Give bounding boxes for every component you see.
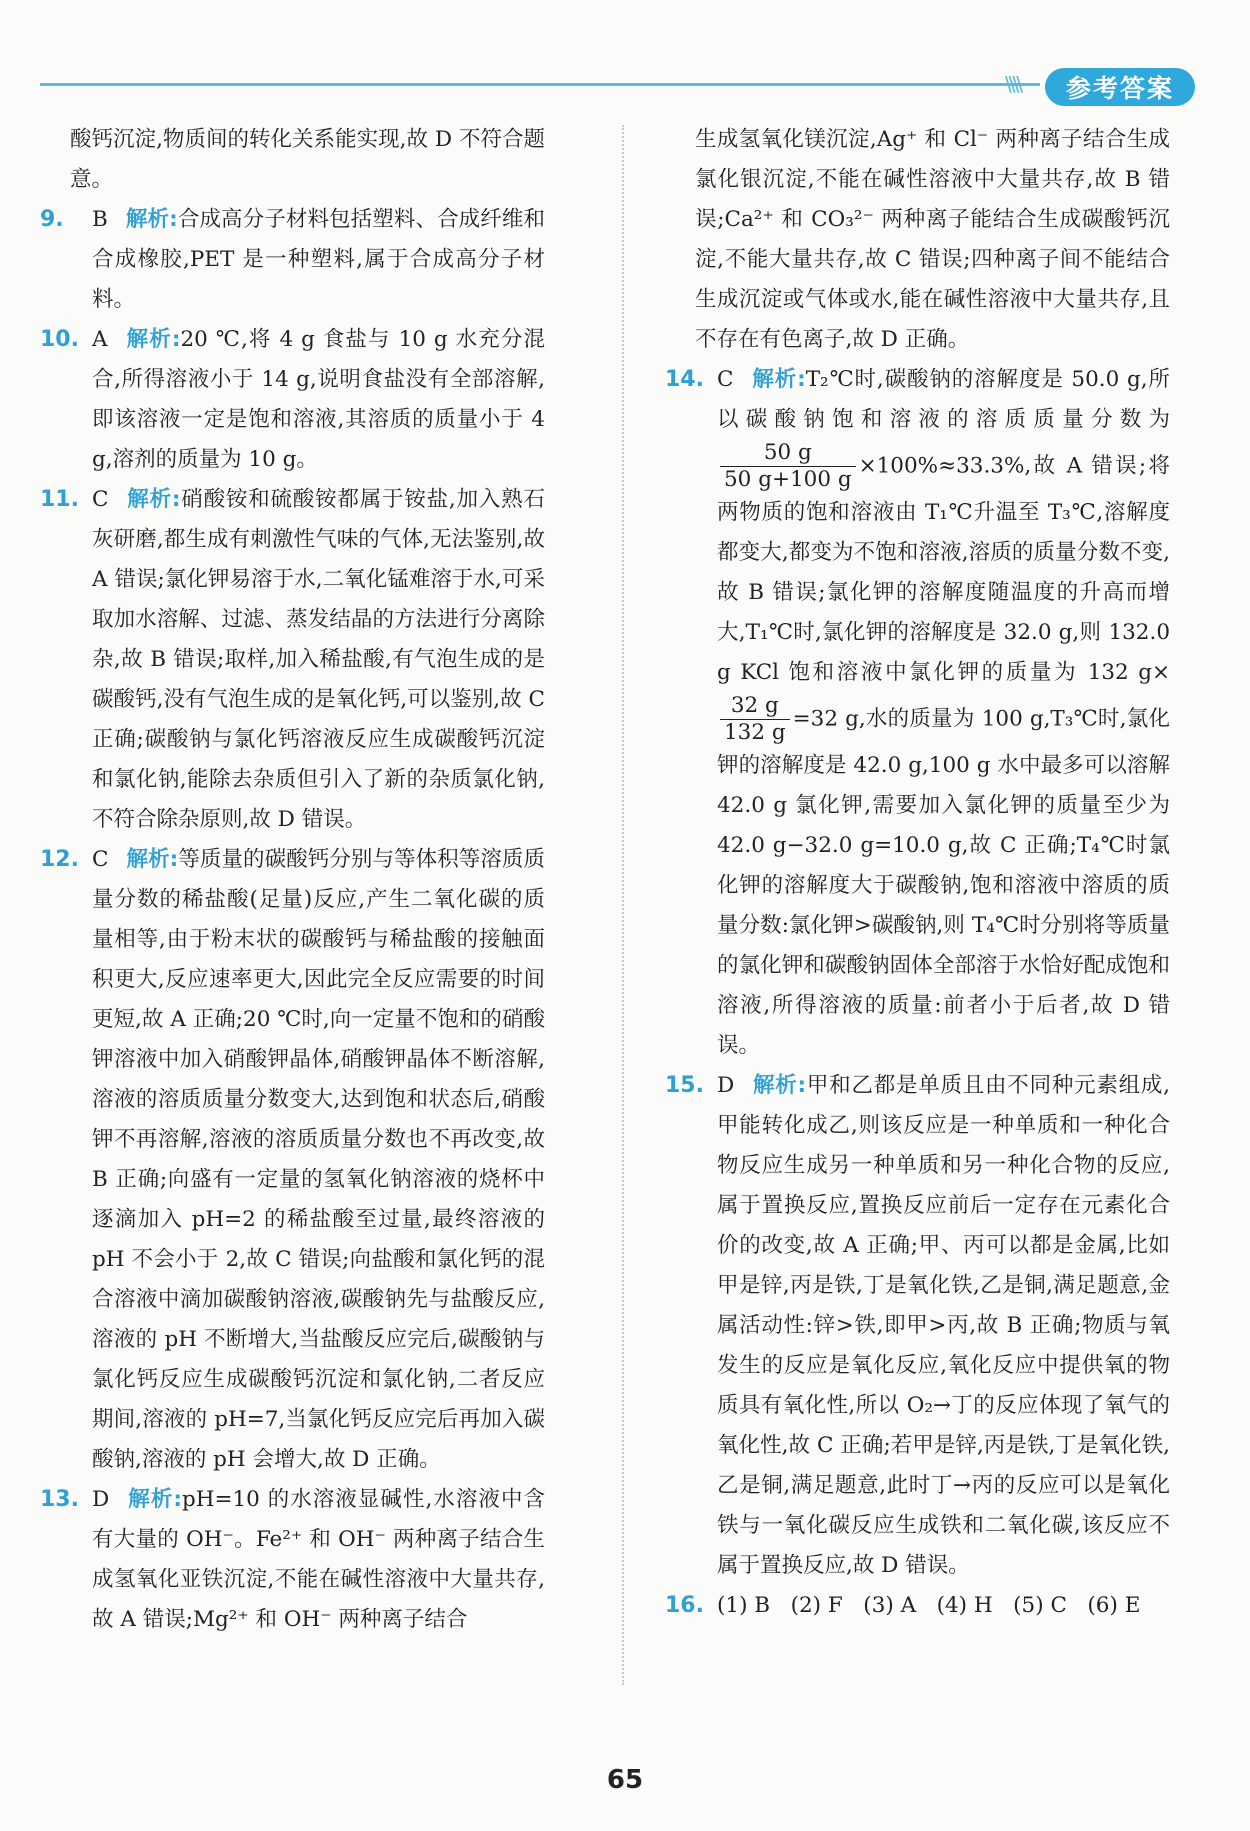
fraction-kcl — [720, 693, 790, 746]
question-number: 15. — [665, 1073, 704, 1098]
question-number: 13. — [40, 1487, 79, 1512]
question-number: 16. — [665, 1593, 704, 1618]
question-16 — [665, 1586, 1170, 1626]
answer-letter: C — [92, 847, 109, 872]
fraction-numerator: 32 g — [720, 693, 790, 720]
question-13 — [40, 1480, 545, 1640]
question-10 — [40, 320, 545, 480]
answer-list: (1) B (2) F (3) A (4) H (5) C (6) E — [717, 1593, 1141, 1618]
question-number: 10. — [40, 327, 79, 352]
header-rule — [40, 83, 1040, 86]
header-slash-decoration: \\\\ — [1005, 72, 1020, 96]
analysis-text: 硝酸铵和硫酸铵都属于铵盐,加入熟石灰研磨,都生成有刺激性气味的气体,无法鉴别,故 A 错误;氯化钾易溶于水,二氧化锰难溶于水,可采取加水溶解、过滤、蒸发结晶的方法进行分离除杂,故 B 错误;取样,加入稀盐酸,有气泡生成的是碳酸钙,没有气泡生成的是氧化钙,可以鉴别,故 C 正确;碳酸钠与氯化钙溶液反应生成碳酸钙沉淀和氯化钠,能除去杂质但引入了新的杂质氯化钠,不符合除杂原则,故 D 错误。 — [92, 487, 545, 832]
analysis-label: 解析: — [125, 207, 178, 232]
fraction-numerator: 50 g — [720, 440, 856, 467]
answer-letter: C — [717, 367, 734, 392]
fraction-denominator: 132 g — [724, 720, 786, 745]
analysis-label: 解析: — [125, 327, 181, 352]
fraction-mass-percent — [720, 440, 856, 493]
question-number: 14. — [665, 367, 704, 392]
page-number: 65 — [606, 1765, 644, 1795]
analysis-label: 解析: — [752, 1073, 807, 1098]
paragraph-continued: 生成氢氧化镁沉淀,Ag⁺ 和 Cl⁻ 两种离子结合生成氯化银沉淀,不能在碱性溶液中大量共存,故 B 错误;Ca²⁺ 和 CO₃²⁻ 两种离子能结合生成碳酸钙沉淀,不能大量共存,故 C 错误;四种离子间不能结合生成沉淀或气体或水,能在碱性溶液中大量共存,且不存在有色离子,故 D 正确。 — [695, 127, 1170, 352]
answer-key-badge: 参考答案 — [1045, 68, 1195, 106]
question-9 — [40, 200, 545, 320]
column-divider — [622, 125, 624, 1685]
analysis-text: 132 g× — [1087, 660, 1170, 685]
analysis-text: ×100%≈33.3%,故 A 错误;将两物质的饱和溶液由 T₁℃升温至 T₃℃,溶解度都变大,都变为不饱和溶液,溶质的质量分数不变,故 B 错误;氯化钾的溶解度随温度的升高而增大,T₁℃时,氯化钾的溶解度是 32.0 g,则 132.0 g KCl 饱和溶液中氯化钾的质量为 — [717, 453, 1170, 685]
analysis-text: T₂℃时,碳酸钠的溶解度是 50.0 g,所以碳酸钠饱和溶液的溶质质量分数为 — [717, 367, 1170, 432]
analysis-label: 解析: — [127, 1487, 182, 1512]
answer-letter: A — [92, 327, 108, 352]
question-number: 11. — [40, 487, 79, 512]
question-number: 9. — [40, 207, 64, 232]
fraction-denominator: 50 g+100 g — [724, 467, 852, 492]
analysis-label: 解析: — [126, 487, 181, 512]
question-11 — [40, 480, 545, 840]
answer-letter: B — [92, 207, 108, 232]
analysis-label: 解析: — [751, 367, 806, 392]
analysis-label: 解析: — [126, 847, 179, 872]
analysis-text: pH=10 的水溶液显碱性,水溶液中含有大量的 OH⁻。Fe²⁺ 和 OH⁻ 两种离子结合生成氢氧化亚铁沉淀,不能在碱性溶液中大量共存,故 A 错误;Mg²⁺ 和 OH⁻ 两种离子结合 — [92, 1487, 545, 1632]
right-column — [665, 120, 1170, 1626]
question-15 — [665, 1066, 1170, 1586]
analysis-text: 20 ℃,将 4 g 食盐与 10 g 水充分混合,所得溶液小于 14 g,说明食盐没有全部溶解,即该溶液一定是饱和溶液,其溶质的质量小于 4 g,溶剂的质量为 10 g。 — [92, 327, 545, 472]
question-12 — [40, 840, 545, 1480]
answer-letter: D — [92, 1487, 110, 1512]
analysis-text: =32 g,水的质量为 100 g,T₃℃时,氯化钾的溶解度是 42.0 g,100 g 水中最多可以溶解 42.0 g 氯化钾,需要加入氯化钾的质量至少为 42.0 g−32.0 g=10.0 g,故 C 正确;T₄℃时氯化钾的溶解度大于碳酸钠,饱和溶液中溶质的质量分数:氯化钾>碳酸钠,则 T₄℃时分别将等质量的氯化钾和碳酸钠固体全部溶于水恰好配成饱和溶液,所得溶液的质量:前者小于后者,故 D 错误。 — [717, 706, 1170, 1058]
left-column — [40, 120, 545, 1640]
question-number: 12. — [40, 847, 79, 872]
answer-letter: C — [92, 487, 109, 512]
question-14 — [665, 360, 1170, 1066]
analysis-text: 等质量的碳酸钙分别与等体积等溶质质量分数的稀盐酸(足量)反应,产生二氧化碳的质量相等,由于粉末状的碳酸钙与稀盐酸的接触面积更大,反应速率更大,因此完全反应需要的时间更短,故 A 正确;20 ℃时,向一定量不饱和的硝酸钾溶液中加入硝酸钾晶体,硝酸钾晶体不断溶解,溶液的溶质质量分数变大,达到饱和状态后,硝酸钾不再溶解,溶液的溶质质量分数也不再改变,故 B 正确;向盛有一定量的氢氧化钠溶液的烧杯中逐滴加入 pH=2 的稀盐酸至过量,最终溶液的 pH 不会小于 2,故 C 错误;向盐酸和氯化钙的混合溶液中滴加碳酸钠溶液,碳酸钠先与盐酸反应,溶液的 pH 不断增大,当盐酸反应完后,碳酸钠与氯化钙反应生成碳酸钙沉淀和氯化钠,二者反应期间,溶液的 pH=7,当氯化钙反应完后再加入碳酸钠,溶液的 pH 会增大,故 D 正确。 — [92, 847, 545, 1472]
answer-letter: D — [717, 1073, 735, 1098]
analysis-text: 甲和乙都是单质且由不同种元素组成,甲能转化成乙,则该反应是一种单质和一种化合物反应生成另一种单质和另一种化合物的反应,属于置换反应,置换反应前后一定存在元素化合价的改变,故 A 正确;甲、丙可以都是金属,比如甲是锌,丙是铁,丁是氧化铁,乙是铜,满足题意,金属活动性:锌>铁,即甲>丙,故 B 正确;物质与氧发生的反应是氧化反应,氧化反应中提供氧的物质具有氧化性,所以 O₂→丁的反应体现了氧气的氧化性,故 C 正确;若甲是锌,丙是铁,丁是氧化铁,乙是铜,满足题意,此时丁→丙的反应可以是氧化铁与一氧化碳反应生成铁和二氧化碳,该反应不属于置换反应,故 D 错误。 — [717, 1073, 1170, 1578]
analysis-text: 合成高分子材料包括塑料、合成纤维和合成橡胶,PET 是一种塑料,属于合成高分子材料。 — [92, 207, 545, 312]
paragraph-continued: 酸钙沉淀,物质间的转化关系能实现,故 D 不符合题意。 — [70, 127, 545, 192]
